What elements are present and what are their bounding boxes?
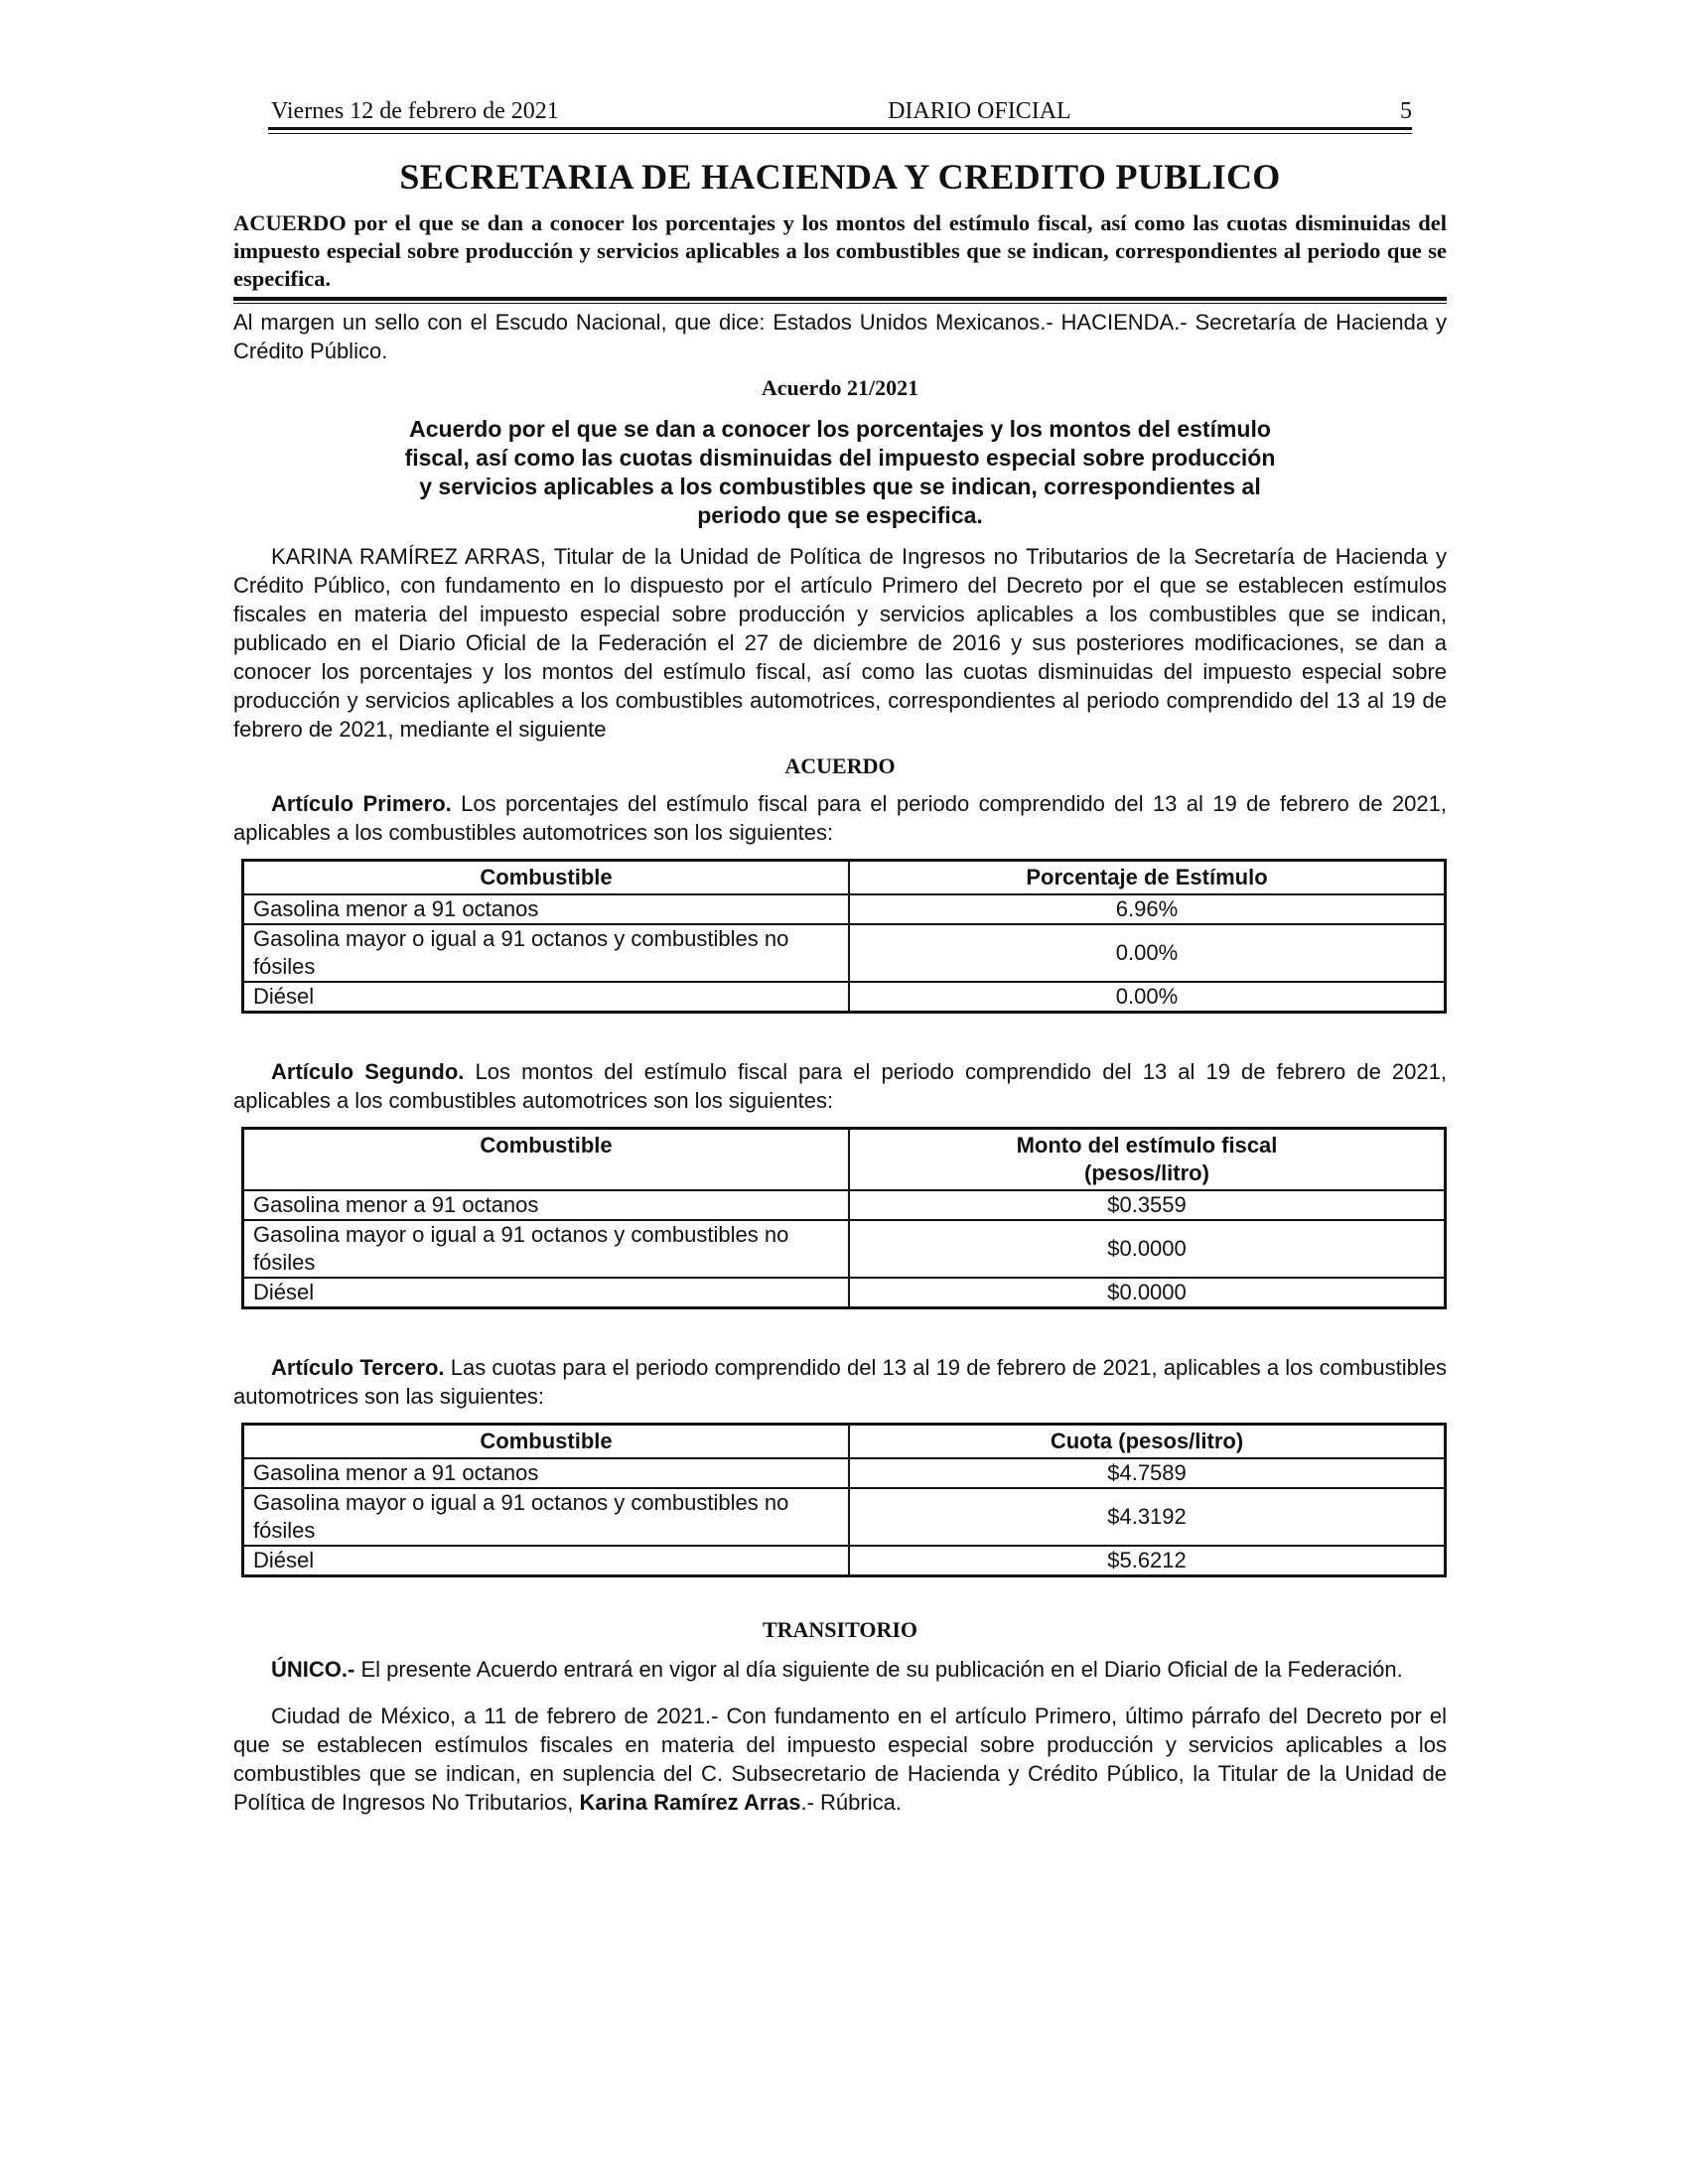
table-row (243, 1488, 1446, 1546)
table-header-row (243, 861, 1446, 895)
value-cell: 0.00% (849, 924, 1446, 982)
table-row (243, 894, 1446, 924)
acuerdo-title: Acuerdo por el que se dan a conocer los porcentajes y los montos del estímulo fiscal, así como las cuotas disminuidas del impuesto especial sobre producción y servicios aplicables a los combustibles que se indican, correspondientes al periodo que se especifica. (404, 416, 1276, 528)
column-header-value (849, 1129, 1446, 1191)
unico-paragraph (233, 1655, 1447, 1684)
table-row (243, 1190, 1446, 1220)
column-header-value: Cuota (pesos/litro) (849, 1425, 1446, 1459)
summary-paragraph: ACUERDO por el que se dan a conocer los porcentajes y los montos del estímulo fiscal, así como las cuotas disminuidas del impuesto especial sobre producción y servicios aplicables a los combustibles que se indican, correspondientes al periodo que se especifica. (233, 210, 1447, 291)
value-cell: $0.0000 (849, 1220, 1446, 1278)
fuel-cell: Gasolina mayor o igual a 91 octanos y combustibles no fósiles (243, 1220, 850, 1278)
table-row (243, 982, 1446, 1013)
fuel-cell: Gasolina menor a 91 octanos (243, 1190, 850, 1220)
column-header-value-line2: (pesos/litro) (1084, 1160, 1209, 1185)
article-second-label: Artículo Segundo. (271, 1059, 465, 1084)
fuel-cell: Diésel (243, 1278, 850, 1308)
article-third (233, 1353, 1447, 1411)
closing-paragraph (233, 1702, 1447, 1817)
header-date: Viernes 12 de febrero de 2021 (271, 98, 559, 124)
closing-text: Ciudad de México, a 11 de febrero de 2021.- Con fundamento en el artículo Primero, último párrafo del Decreto por el que se establecen estímulos fiscales en materia del impuesto especial sobre producción y servicios aplicables a los combustibles que se indican, en suplencia del C. Subsecretario de Hacienda y Crédito Público, la Titular de la Unidad de Política de Ingresos No Tributarios, (233, 1704, 1447, 1815)
preamble-paragraph: KARINA RAMÍREZ ARRAS, Titular de la Unidad de Política de Ingresos no Tributarios de la Secretaría de Hacienda y Crédito Público, con fundamento en lo dispuesto por el artículo Primero del Decreto por el que se establecen estímulos fiscales en materia del impuesto especial sobre producción y servicios aplicables a los combustibles que se indican, publicado en el Diario Oficial de la Federación el 27 de diciembre de 2016 y sus posteriores modificaciones, se dan a conocer los porcentajes y los montos del estímulo fiscal, así como las cuotas disminuidas del impuesto especial sobre producción y servicios aplicables a los combustibles automotrices, correspondientes al periodo comprendido del 13 al 19 de febrero de 2021, mediante el siguiente (233, 544, 1447, 742)
closing-end: .- Rúbrica. (800, 1790, 902, 1815)
column-header-fuel: Combustible (243, 1425, 850, 1459)
running-header (233, 91, 1447, 125)
fuel-cell: Gasolina mayor o igual a 91 octanos y combustibles no fósiles (243, 924, 850, 982)
value-cell: $4.7589 (849, 1458, 1446, 1488)
value-cell: $0.3559 (849, 1190, 1446, 1220)
summary-rule (233, 297, 1447, 304)
value-cell: 6.96% (849, 894, 1446, 924)
article-second (233, 1057, 1447, 1115)
fuel-cell: Gasolina menor a 91 octanos (243, 894, 850, 924)
value-cell: $5.6212 (849, 1546, 1446, 1576)
unico-label: ÚNICO.- (271, 1657, 355, 1682)
fuel-cell: Gasolina menor a 91 octanos (243, 1458, 850, 1488)
document-page (233, 91, 1447, 1817)
fuel-cell: Gasolina mayor o igual a 91 octanos y combustibles no fósiles (243, 1488, 850, 1546)
signer-name: Karina Ramírez Arras (579, 1790, 801, 1815)
table-row (243, 1546, 1446, 1576)
article-third-text: Las cuotas para el periodo comprendido del 13 al 19 de febrero de 2021, aplicables a los combustibles automotrices son las siguientes: (233, 1355, 1447, 1409)
article-first (233, 789, 1447, 847)
value-cell: $4.3192 (849, 1488, 1446, 1546)
column-header-fuel: Combustible (243, 861, 850, 895)
header-publication: DIARIO OFICIAL (888, 98, 1071, 124)
secretaria-title: SECRETARIA DE HACIENDA Y CREDITO PUBLICO (399, 157, 1281, 197)
table-row (243, 1278, 1446, 1308)
fuel-cell: Diésel (243, 982, 850, 1013)
unico-text: El presente Acuerdo entrará en vigor al día siguiente de su publicación en el Diario Oficial de la Federación. (354, 1657, 1403, 1682)
value-cell: $0.0000 (849, 1278, 1446, 1308)
article-second-text: Los montos del estímulo fiscal para el periodo comprendido del 13 al 19 de febrero de 2021, aplicables a los combustibles automotrices son los siguientes: (233, 1059, 1447, 1113)
header-page-number: 5 (1400, 98, 1412, 124)
article-first-label: Artículo Primero. (271, 791, 452, 816)
value-cell: 0.00% (849, 982, 1446, 1013)
table-header-row (243, 1425, 1446, 1459)
table-row (243, 1458, 1446, 1488)
article-third-label: Artículo Tercero. (271, 1355, 445, 1380)
table-header-row (243, 1129, 1446, 1191)
table-stimulus-amount (241, 1127, 1447, 1309)
table-quota (241, 1423, 1447, 1577)
article-first-text: Los porcentajes del estímulo fiscal para el periodo comprendido del 13 al 19 de febrero de 2021, aplicables a los combustibles automotrices son los siguientes: (233, 791, 1448, 845)
fuel-cell: Diésel (243, 1546, 850, 1576)
table-stimulus-percentage (241, 859, 1447, 1014)
acuerdo-heading: ACUERDO (784, 753, 896, 778)
column-header-value-line1: Monto del estímulo fiscal (1016, 1133, 1278, 1158)
column-header-value: Porcentaje de Estímulo (849, 861, 1446, 895)
margin-note: Al margen un sello con el Escudo Nacional, que dice: Estados Unidos Mexicanos.- HACIENDA.- Secretaría de Hacienda y Crédito Público. (233, 310, 1447, 363)
column-header-fuel: Combustible (243, 1129, 850, 1191)
table-row (243, 1220, 1446, 1278)
header-rule (268, 127, 1412, 134)
acuerdo-number: Acuerdo 21/2021 (761, 375, 919, 400)
transitorio-heading: TRANSITORIO (762, 1617, 918, 1642)
table-row (243, 924, 1446, 982)
